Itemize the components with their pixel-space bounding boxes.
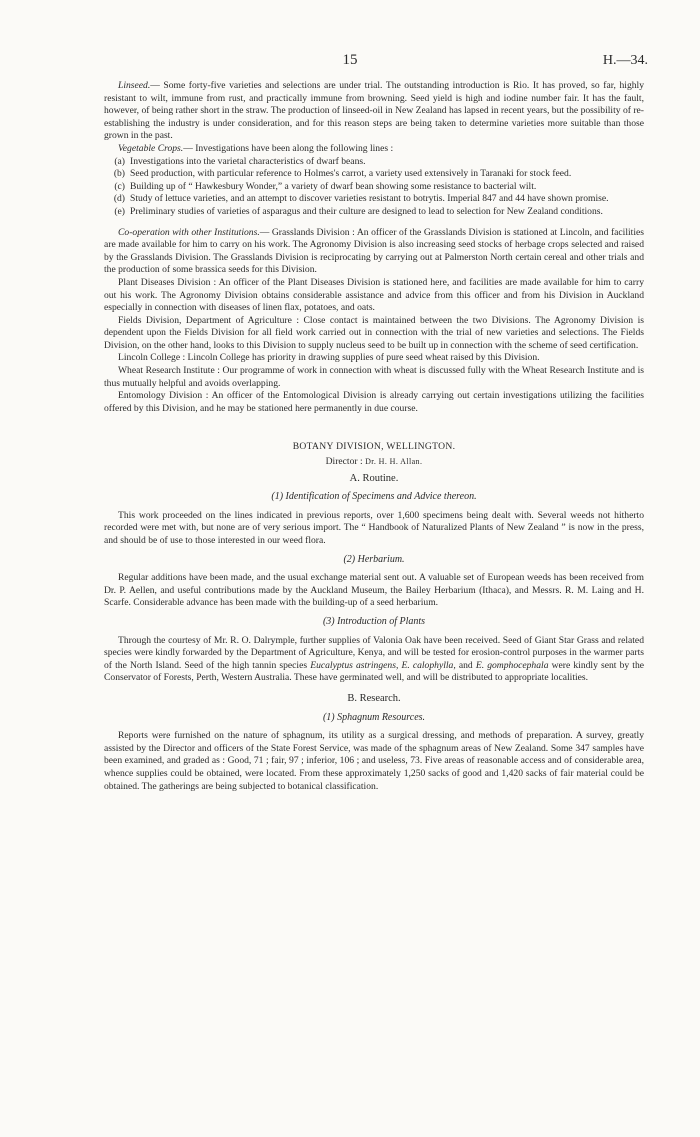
list-text: Seed production, with particular reference to Holmes's carrot, a variety used extensively in Taranaki for stock feed. (130, 168, 572, 180)
page-reference: H.—34. (602, 53, 648, 68)
section-b-heading: B. Research. (347, 692, 401, 704)
cooperation-paragraph: Fields Division, Department of Agriculture : Close contact is maintained between the two Divisions. The Agronomy Division is dependent upon the Fields Division for all field work carried out in connection with the trial of new varieties and selections. The Fields Division, on the other hand, looks to this Division to supply nucleus seed to be built up in connection with the scheme of seed certification. (104, 314, 644, 351)
linseed-heading: Linseed. (118, 80, 151, 91)
linseed-body: — Some forty-five varieties and selections are under trial. The outstanding introduction is Rio. It has proved, so far, highly resistant to wilt, immune from rust, and practically immune from browning. Seed yield is high and iodine number fair. It has the fault, however, of being rather short in the straw. The production of linseed-oil in New Zealand has lapsed in recent years, but the possibility of re-establishing the industry is under consideration, and for this reason steps are being taken to determine varieties more suitable than those grown in the past. (104, 80, 644, 142)
identification-paragraph: This work proceeded on the lines indicated in previous reports, over 1,600 specimens being dealt with. Several weeds not hitherto recorded were met with, but none are of very serious import. The “ Handbook of Naturalized Plants of New Zealand ” is now in the press, and should be of use to those interested in our weed flora. (104, 509, 644, 546)
list-text: Investigations into the varietal characteristics of dwarf beans. (130, 155, 366, 167)
list-text: Building up of “ Hawkesbury Wonder,” a variety of dwarf bean showing some resistance to bacterial wilt. (130, 180, 537, 192)
linseed-paragraph (104, 80, 644, 143)
introduction-paragraph: Through the courtesy of Mr. R. O. Dalrymple, further supplies of Valonia Oak have been received. Seed of Giant Star Grass and related species were kindly forwarded by the Department of Agriculture, Kenya, and will be tested for erosion-control purposes in the warmer parts of the North Island. Seed of the high tannin species Eucalyptus astringens, E. calophylla, and E. gomphocephala were kindly sent by the Conservator of Forests, Perth, Western Australia. These have germinated well, and will be distributed to appropriate localities. (104, 634, 645, 684)
list-marker: (a) (114, 155, 125, 167)
cooperation-paragraph: Lincoln College : Lincoln College has priority in drawing supplies of pure seed wheat raised by this Division. (118, 352, 540, 364)
subsection-heading: (3) Introduction of Plants (322, 615, 426, 627)
list-item (104, 181, 644, 194)
director-label: Director : (325, 456, 363, 468)
list-marker: (d) (113, 193, 125, 205)
list-marker: (b) (113, 168, 125, 180)
cooperation-paragraph: Wheat Research Institute : Our programme of work in connection with wheat is discussed fully with the Wheat Research Institute and is thus mutually helpful and avoids overlapping. (104, 365, 644, 389)
vegetable-paragraph (104, 143, 644, 156)
subsection-heading: (1) Identification of Specimens and Advice thereon. (271, 491, 477, 503)
section-a-heading: A. Routine. (349, 472, 399, 484)
list-text: Study of lettuce varieties, and an attempt to discover varieties resistant to botrytis. Imperial 847 and 44 have shown promise. (130, 193, 609, 205)
director-line (104, 456, 644, 469)
cooperation-body: — Grasslands Division : An officer of the Grasslands Division is stationed at Lincoln, and facilities are made available for him to carry on his work. The Agronomy Division is also increasing seed stocks of herbage crops selected and raised by the Grasslands Division. The Grasslands Division is reciprocating by carrying out at Palmerston North certain cereal and other trials and the production of some brassica seeds for this Division. (104, 226, 644, 276)
cooperation-paragraph: Plant Diseases Division : An officer of the Plant Diseases Division is stationed here, and facilities are made available for him to carry out his work. The Agronomy Division obtains considerable assistance and advice from this officer and from his Division in Auckland especially in connection with diseases of linen flax, potatoes, and oats. (104, 276, 644, 314)
list-item (104, 206, 644, 219)
cooperation-paragraph: Entomology Division : An officer of the Entomological Division is already carrying out certain investigations utilizing the facilities offered by this Division, and he may be stationed here permanently in due course. (104, 390, 644, 414)
vegetable-heading: Vegetable Crops. (118, 142, 184, 154)
cooperation-paragraph (104, 227, 644, 277)
list-text: Preliminary studies of varieties of asparagus and their culture are designed to lead to selection for New Zealand conditions. (130, 205, 603, 217)
herbarium-paragraph: Regular additions have been made, and the usual exchange material sent out. A valuable set of European weeds has been received from Dr. P. Aellen, and useful contributions made by the Auckland Museum, the Bailey Herbarium (Ithaca), and Messrs. R. M. Laing and H. Scarfe. Considerable advance has been made with the building-up of a seed herbarium. (104, 572, 644, 609)
list-marker: (e) (114, 205, 125, 217)
list-item (104, 193, 644, 206)
director-name: Dr. H. H. Allan. (365, 457, 423, 467)
subsection-heading: (1) Sphagnum Resources. (322, 711, 426, 723)
list-item (104, 156, 644, 169)
list-marker: (c) (114, 180, 125, 192)
sphagnum-paragraph: Reports were furnished on the nature of sphagnum, its utility as a surgical dressing, and methods of preparation. A survey, greatly assisted by the Director and officers of the State Forest Service, was made of the sphagnum areas of New Zealand. Some 347 samples have been examined, and graded as : Good, 71 ; fair, 97 ; inferior, 106 ; and useless, 73. Five areas of reasonable access and of considerable area, whence supplies could be obtained, were located. From these approximately 1,250 sacks of good and 1,420 sacks of fair material could be obtained. The gatherings are being subjected to botanical classification. (104, 730, 644, 792)
division-title: BOTANY DIVISION, WELLINGTON. (292, 441, 456, 453)
page-number: 15 (342, 52, 358, 68)
list-item (104, 168, 644, 181)
subsection-heading: (2) Herbarium. (343, 553, 405, 565)
page-content (104, 80, 644, 793)
cooperation-heading: Co-operation with other Institutions. (118, 226, 260, 238)
vegetable-body: — Investigations have been along the following lines : (183, 142, 394, 154)
